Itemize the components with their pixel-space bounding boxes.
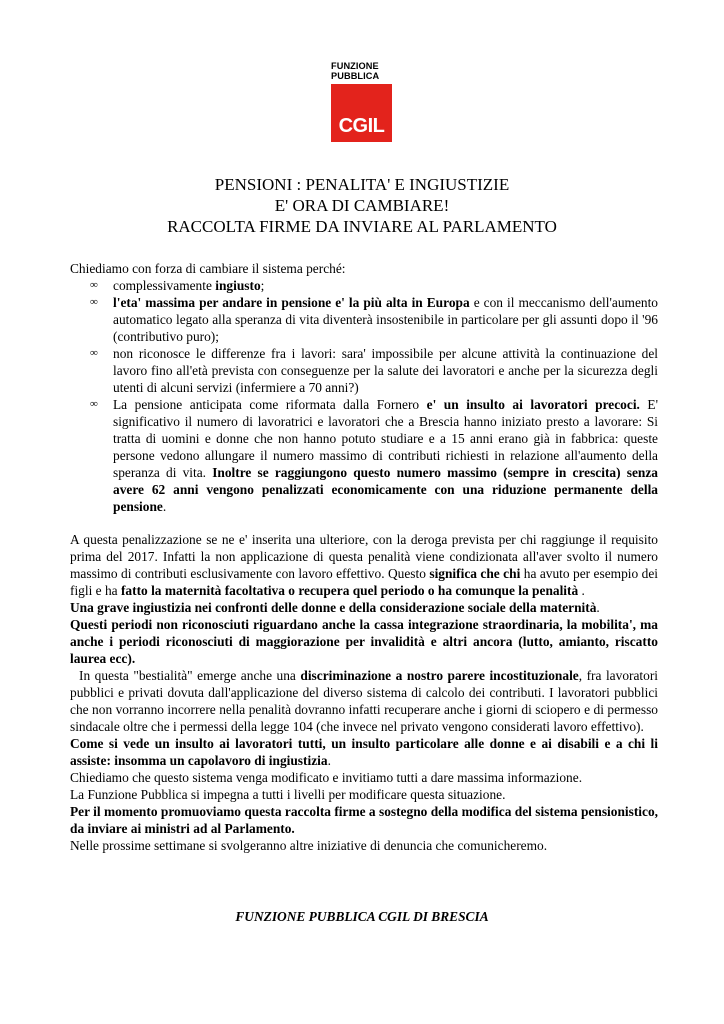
paragraph-ingiustizia (70, 599, 658, 616)
text: La pensione anticipata come riformata dalla Fornero (113, 397, 427, 412)
list-item (70, 294, 658, 345)
intro-paragraph: Chiediamo con forza di cambiare il sistema perché: (70, 261, 346, 276)
list-item (70, 345, 658, 396)
text: In questa "bestialità" emerge anche una (70, 668, 301, 683)
reasons-list (70, 277, 658, 515)
bold-text: discriminazione a nostro parere incostituzionale (300, 668, 579, 683)
infinity-bullet-icon: ∞ (90, 347, 98, 359)
logo-line-1: FUNZIONE (331, 61, 379, 71)
infinity-bullet-icon: ∞ (90, 279, 98, 291)
infinity-bullet-icon: ∞ (90, 398, 98, 410)
bold-text: ingiusto (215, 278, 261, 293)
bold-text: Questi periodi non riconosciuti riguardano anche la cassa integrazione straordinaria, la mobilita', ma anche i periodi riconosciuti di maggiorazione per invalidità e altri ancora (lutto, amianto, riscatto laurea ecc). (70, 617, 658, 666)
list-item (70, 396, 658, 515)
cgil-logo (331, 61, 395, 142)
text: . (578, 583, 585, 598)
text: ; (260, 278, 265, 293)
logo-mark: CGIL (338, 115, 385, 137)
text: A questa penalizzazione se ne e' inserita una ulteriore, con la deroga prevista per chi raggiunge il requisito prima del 2017. Infatti la non applicazione di questa penalità viene condizionata all'aver svolto il numero massimo di contributi esclusivamente con lavoro effettivo. Questo (70, 532, 658, 581)
document-title (0, 174, 724, 237)
paragraph-discriminazione (70, 667, 658, 735)
bold-text: Per il momento promuoviamo questa raccolta firme a sostegno della modifica del sistema pensionistico, da inviare ai ministri ad al Parlamento. (70, 804, 658, 836)
text: . (596, 600, 600, 615)
paragraph-iniziative: Nelle prossime settimane si svolgeranno altre iniziative di denuncia che comunicheremo. (70, 838, 548, 853)
bold-text: significa che chi (429, 566, 521, 581)
text: . (327, 753, 331, 768)
paragraph-raccolta-firme (70, 803, 658, 837)
title-line-2: E' ORA DI CAMBIARE! (274, 196, 450, 215)
text: E' significativo il numero di lavoratrici e lavoratori che a Brescia hanno iniziato presto a lavorare: Si tratta di uomini e donne che non hanno potuto studiare e a 15 anni erano già in fabbrica: queste persone vedono allungare il numero massimo di contributi richiesti in relazione all'aumento della speranza di vita. (113, 397, 658, 480)
text: e con il meccanismo dell'aumento automatico legato alla speranza di vita diventerà insostenibile in particolare per gli assunti dopo il '96 (contributivo puro); (113, 295, 658, 344)
signature-footer: FUNZIONE PUBBLICA CGIL DI BRESCIA (235, 909, 489, 924)
text: . (162, 499, 167, 514)
bold-text: fatto la maternità facoltativa o recupera quel periodo o ha comunque la penalità (120, 583, 579, 598)
list-item (70, 277, 658, 294)
text: non riconosce le differenze fra i lavori: sara' impossibile per alcune attività la continuazione del lavoro fino all'età prevista con conseguenze per la salute dei lavoratori e anche per la sicurezza degli utenti di alcuni servizi (infermiere a 70 anni?) (113, 346, 658, 395)
text: , fra lavoratori pubblici e privati dovuta dall'applicazione del diverso sistema di calcolo dei contributi. I lavoratori pubblici che non vorranno incorrere nella penalità dovranno infatti recuperare anche i giorni di sciopero e di permesso sindacale oltre che i permessi della legge 104 (che invece nel privato vengono considerati lavoro effettivo). (70, 668, 659, 734)
paragraph-impegno: La Funzione Pubblica si impegna a tutti i livelli per modificare questa situazione. (70, 787, 506, 802)
paragraph-periodi (70, 616, 658, 667)
title-line-3: RACCOLTA FIRME DA INVIARE AL PARLAMENTO (167, 217, 557, 236)
paragraph-richiesta: Chiediamo che questo sistema venga modificato e invitiamo tutti a dare massima informazione. (70, 770, 583, 785)
infinity-bullet-icon: ∞ (90, 296, 98, 308)
document-body (70, 260, 658, 854)
logo-red-block (331, 84, 392, 142)
spacer (70, 515, 658, 531)
text: complessivamente (113, 278, 216, 293)
paragraph-deroga (70, 531, 658, 599)
bold-text: e' un insulto ai lavoratori precoci. (426, 397, 640, 412)
logo-line-2: PUBBLICA (331, 71, 380, 81)
bold-text: Come si vede un insulto ai lavoratori tutti, un insulto particolare alle donne e ai disabili e a chi li assiste: insomma un capolavoro di ingiustizia (70, 736, 658, 768)
text: ha avuto per esempio dei figli e ha (70, 566, 658, 598)
paragraph-insulto (70, 735, 658, 769)
title-line-1: PENSIONI : PENALITA' E INGIUSTIZIE (214, 175, 510, 194)
bold-text: l'eta' massima per andare in pensione e' la più alta in Europa (113, 295, 470, 310)
bold-text: Una grave ingiustizia nei confronti delle donne e della considerazione sociale della maternità (70, 600, 597, 615)
bold-text: Inoltre se raggiungono questo numero massimo (sempre in crescita) senza avere 62 anni vengono penalizzati economicamente con una riduzione permanente della pensione (113, 465, 658, 514)
